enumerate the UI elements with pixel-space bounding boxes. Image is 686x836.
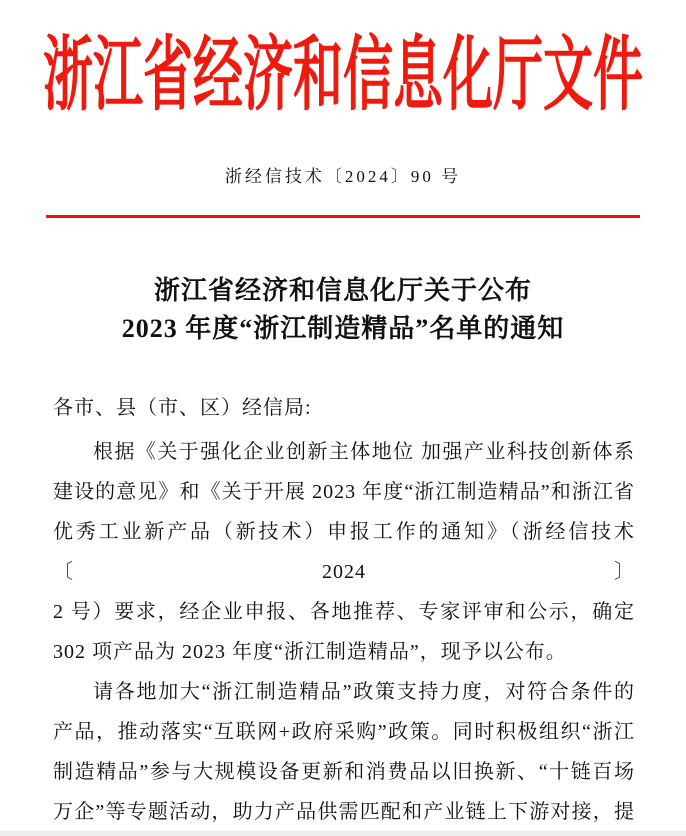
paragraph-1 — [53, 432, 635, 672]
red-divider-line — [46, 215, 640, 218]
paragraph-line: 2 号）要求，经企业申报、各地推荐、专家评审和公示，确定 — [53, 601, 635, 623]
paragraph-line: 产品，推动落实“互联网+政府采购”政策。同时积极组织“浙江 — [53, 721, 635, 743]
page-bottom-edge — [0, 831, 686, 836]
document-page — [0, 29, 686, 836]
document-body — [0, 388, 686, 832]
paragraph-line: 万企”等专题活动，助力产品供需匹配和产业链上下游对接，提 — [53, 801, 635, 823]
salutation: 各市、县（市、区）经信局: — [53, 397, 312, 419]
paragraph-line: 根据《关于强化企业创新主体地位 加强产业科技创新体系 — [93, 441, 635, 463]
paragraph-line: 302 项产品为 2023 年度“浙江制造精品”，现予以公布。 — [53, 641, 567, 663]
doc-number: 浙经信技术〔2024〕90 号 — [224, 167, 462, 186]
paragraph-2 — [53, 672, 635, 832]
paragraph-line: 优秀工业新产品（新技术）申报工作的通知》（浙经信技术〔2024〕 — [53, 521, 635, 583]
notice-title — [0, 272, 686, 348]
paragraph-line: 制造精品”参与大规模设备更新和消费品以旧换新、“十链百场 — [53, 761, 635, 783]
paragraph-line: 建设的意见》和《关于开展 2023 年度“浙江制造精品”和浙江省 — [53, 481, 635, 503]
agency-title: 浙江省经济和信息化厅文件 — [43, 29, 643, 121]
paragraph-line: 请各地加大“浙江制造精品”政策支持力度，对符合条件的 — [93, 681, 635, 703]
notice-title-line-2: 2023 年度“浙江制造精品”名单的通知 — [121, 314, 565, 343]
notice-title-line-1: 浙江省经济和信息化厅关于公布 — [153, 276, 532, 305]
